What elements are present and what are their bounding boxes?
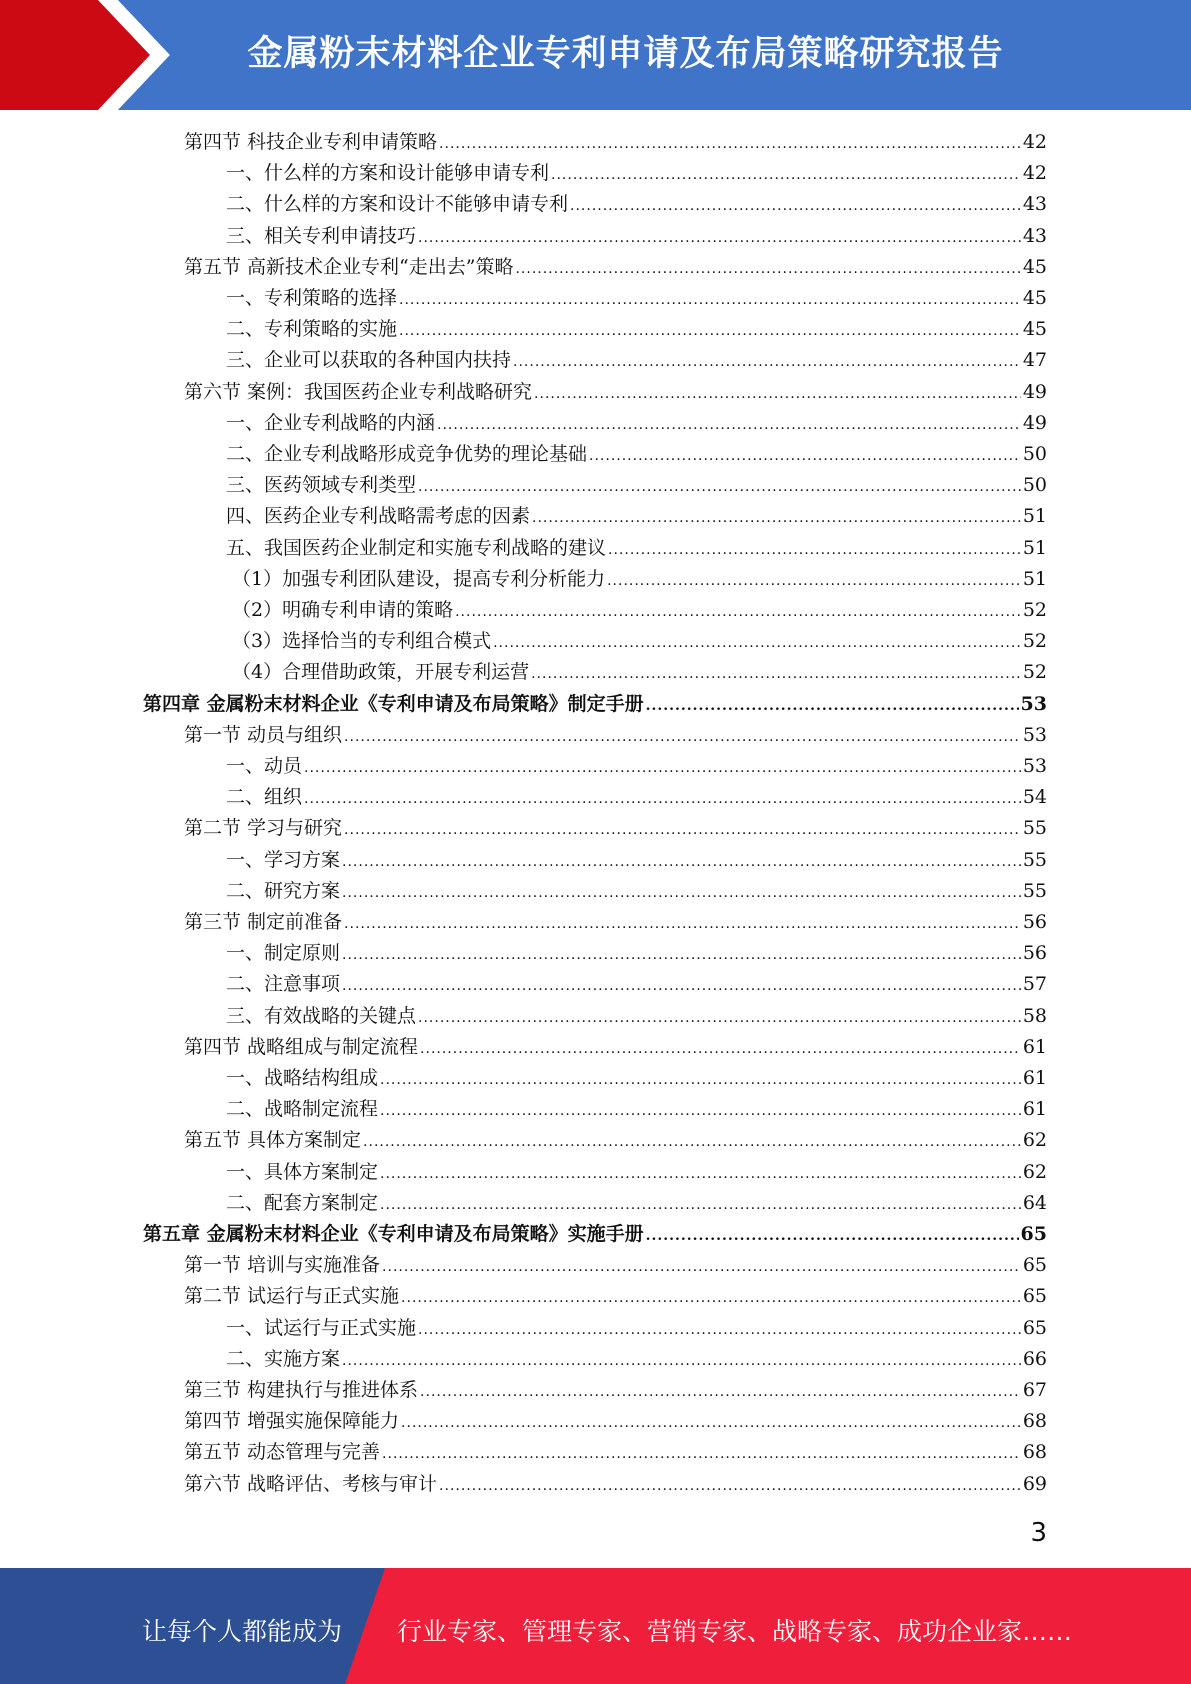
toc-entry[interactable] bbox=[232, 595, 1047, 626]
toc-entry[interactable] bbox=[184, 1406, 1047, 1437]
toc-entry[interactable] bbox=[226, 533, 1047, 564]
toc-entry-label: 一、企业专利战略的内涵 bbox=[226, 411, 436, 434]
toc-entry[interactable] bbox=[226, 1188, 1047, 1219]
toc-leader-dots bbox=[646, 691, 1019, 722]
toc-leader-dots bbox=[342, 971, 1021, 1002]
toc-entry-label: 一、战略结构组成 bbox=[226, 1067, 379, 1089]
toc-leader-dots bbox=[513, 347, 1021, 378]
toc-leader-dots bbox=[439, 1471, 1021, 1502]
toc-entry[interactable] bbox=[226, 751, 1047, 782]
toc-entry-label: 第二节 试运行与正式实施 bbox=[184, 1285, 400, 1308]
report-title: 金属粉末材料企业专利申请及布局策略研究报告 bbox=[247, 34, 1004, 74]
toc-entry[interactable] bbox=[184, 1469, 1047, 1500]
toc-entry[interactable] bbox=[184, 720, 1047, 751]
toc-leader-dots bbox=[342, 847, 1021, 878]
toc-entry-label: 一、制定原则 bbox=[226, 942, 341, 965]
toc-entry-page: 50 bbox=[1022, 443, 1047, 465]
toc-leader-dots bbox=[607, 566, 1021, 597]
toc-leader-dots bbox=[342, 1346, 1021, 1377]
toc-entry-label: 二、组织 bbox=[226, 786, 303, 809]
toc-entry-page: 54 bbox=[1022, 786, 1047, 809]
toc-entry-page: 56 bbox=[1022, 911, 1047, 933]
toc-entry-label: 二、什么样的方案和设计不能够申请专利 bbox=[226, 193, 569, 216]
toc-leader-dots bbox=[382, 1252, 1021, 1283]
toc-entry-label: 二、专利策略的实施 bbox=[226, 318, 398, 341]
toc-entry-label: （4）合理借助政策，开展专利运营 bbox=[232, 661, 530, 684]
toc-entry[interactable] bbox=[184, 1032, 1047, 1063]
toc-entry-page: 53 bbox=[1022, 723, 1047, 746]
toc-entry-label: 第六节 案例：我国医药企业专利战略研究 bbox=[184, 380, 533, 403]
toc-entry-label: 三、有效战略的关键点 bbox=[226, 1004, 417, 1027]
toc-entry-label: 二、企业专利战略形成竞争优势的理论基础 bbox=[226, 443, 588, 465]
toc-entry-label: 一、试运行与正式实施 bbox=[226, 1316, 417, 1339]
toc-entry[interactable] bbox=[232, 657, 1047, 688]
toc-leader-dots bbox=[515, 254, 1020, 285]
toc-leader-dots bbox=[493, 628, 1021, 659]
toc-entry-label: 一、专利策略的选择 bbox=[226, 287, 398, 309]
toc-entry-page: 53 bbox=[1020, 692, 1047, 715]
toc-entry-label: （3）选择恰当的专利组合模式 bbox=[232, 630, 492, 653]
toc-entry-page: 55 bbox=[1022, 848, 1047, 871]
toc-entry-page: 45 bbox=[1022, 255, 1047, 278]
toc-entry-label: 第四章 金属粉末材料企业《专利申请及布局策略》制定手册 bbox=[143, 692, 644, 715]
toc-entry-label: 三、企业可以获取的各种国内扶持 bbox=[226, 349, 512, 372]
toc-leader-dots bbox=[418, 1315, 1021, 1346]
toc-entry-page: 65 bbox=[1020, 1223, 1047, 1245]
toc-entry-label: 二、研究方案 bbox=[226, 879, 341, 902]
toc-entry[interactable] bbox=[226, 1094, 1047, 1125]
toc-entry[interactable] bbox=[226, 845, 1047, 876]
toc-leader-dots bbox=[380, 1065, 1021, 1096]
toc-entry-page: 68 bbox=[1022, 1410, 1047, 1433]
toc-entry-label: 第三节 构建执行与推进体系 bbox=[184, 1379, 419, 1401]
toc-entry-label: 二、注意事项 bbox=[226, 973, 341, 996]
toc-entry-label: 第五节 具体方案制定 bbox=[184, 1129, 362, 1152]
toc-entry-page: 52 bbox=[1022, 599, 1047, 621]
toc-entry[interactable] bbox=[226, 969, 1047, 1000]
toc-entry-page: 61 bbox=[1022, 1035, 1047, 1058]
toc-leader-dots bbox=[439, 129, 1021, 160]
toc-entry-label: 第一节 动员与组织 bbox=[184, 723, 343, 746]
toc-entry[interactable] bbox=[226, 408, 1047, 439]
toc-entry-page: 43 bbox=[1022, 224, 1047, 247]
header-banner bbox=[0, 0, 1191, 110]
toc-leader-dots bbox=[399, 285, 1021, 316]
toc-entry-page: 69 bbox=[1022, 1472, 1047, 1495]
toc-leader-dots bbox=[420, 1377, 1021, 1408]
toc-entry[interactable] bbox=[226, 283, 1047, 314]
page-number: 3 bbox=[1030, 1518, 1047, 1548]
footer-slogan-left: 让每个人都能成为 bbox=[142, 1617, 343, 1646]
toc-entry[interactable] bbox=[226, 876, 1047, 907]
toc-leader-dots bbox=[589, 441, 1021, 472]
toc-entry-page: 51 bbox=[1022, 536, 1047, 559]
toc-entry-label: 第四节 增强实施保障能力 bbox=[184, 1410, 400, 1433]
toc-entry[interactable] bbox=[143, 1219, 1047, 1250]
toc-entry[interactable] bbox=[184, 1281, 1047, 1312]
toc-entry[interactable] bbox=[226, 221, 1047, 252]
toc-leader-dots bbox=[344, 722, 1021, 753]
toc-leader-dots bbox=[363, 1127, 1021, 1158]
toc-entry[interactable] bbox=[184, 252, 1047, 283]
toc-entry-page: 64 bbox=[1022, 1191, 1047, 1214]
toc-entry-label: 四、医药企业专利战略需考虑的因素 bbox=[226, 505, 531, 528]
toc-leader-dots bbox=[418, 1003, 1021, 1034]
toc-entry-label: 三、相关专利申请技巧 bbox=[226, 224, 417, 247]
toc-entry-page: 49 bbox=[1022, 380, 1047, 403]
toc-entry[interactable] bbox=[184, 1375, 1047, 1406]
toc-entry[interactable] bbox=[226, 501, 1047, 532]
toc-entry-label: 一、什么样的方案和设计能够申请专利 bbox=[226, 162, 550, 185]
toc-leader-dots bbox=[420, 1034, 1021, 1065]
footer-banner bbox=[0, 1568, 1191, 1684]
toc-entry-page: 56 bbox=[1022, 942, 1047, 965]
toc-entry-page: 51 bbox=[1022, 505, 1047, 528]
toc-leader-dots bbox=[382, 1439, 1021, 1470]
toc-leader-dots bbox=[380, 1190, 1021, 1221]
toc-leader-dots bbox=[380, 1096, 1021, 1127]
toc-leader-dots bbox=[608, 535, 1021, 566]
toc-entry-label: 第四节 科技企业专利申请策略 bbox=[184, 131, 438, 153]
toc-entry[interactable] bbox=[184, 377, 1047, 408]
toc-entry-page: 42 bbox=[1022, 131, 1047, 153]
toc-entry-page: 65 bbox=[1022, 1316, 1047, 1339]
toc-entry[interactable] bbox=[143, 689, 1047, 720]
toc-entry[interactable] bbox=[226, 189, 1047, 220]
toc-leader-dots bbox=[551, 160, 1021, 191]
toc-entry-label: 二、实施方案 bbox=[226, 1347, 341, 1370]
toc-leader-dots bbox=[531, 659, 1021, 690]
toc-entry-page: 45 bbox=[1022, 318, 1047, 341]
toc-entry-page: 62 bbox=[1022, 1129, 1047, 1152]
toc-entry[interactable] bbox=[184, 1437, 1047, 1468]
toc-leader-dots bbox=[342, 940, 1021, 971]
toc-leader-dots bbox=[401, 1408, 1021, 1439]
toc-entry-page: 43 bbox=[1022, 193, 1047, 216]
toc-entry[interactable] bbox=[184, 1250, 1047, 1281]
toc-entry[interactable] bbox=[226, 1157, 1047, 1188]
toc-entry-page: 65 bbox=[1022, 1285, 1047, 1308]
toc-leader-dots bbox=[534, 379, 1021, 410]
toc-leader-dots bbox=[418, 472, 1021, 503]
toc-entry[interactable] bbox=[226, 314, 1047, 345]
toc-entry-page: 65 bbox=[1022, 1254, 1047, 1277]
toc-entry-label: 第五章 金属粉末材料企业《专利申请及布局策略》实施手册 bbox=[143, 1223, 644, 1245]
footer-slogan-right: 行业专家、管理专家、营销专家、战略专家、成功企业家…… bbox=[397, 1617, 1073, 1646]
toc-entry[interactable] bbox=[226, 470, 1047, 501]
toc-entry-label: 第六节 战略评估、考核与审计 bbox=[184, 1472, 438, 1495]
toc-entry-page: 62 bbox=[1022, 1160, 1047, 1183]
toc-entry-page: 49 bbox=[1022, 411, 1047, 434]
toc-leader-dots bbox=[344, 909, 1021, 940]
toc-entry[interactable] bbox=[184, 127, 1047, 158]
toc-entry-page: 58 bbox=[1022, 1004, 1047, 1027]
toc-leader-dots bbox=[455, 597, 1021, 628]
toc-entry[interactable] bbox=[226, 782, 1047, 813]
toc-leader-dots bbox=[570, 191, 1021, 222]
toc-entry-page: 68 bbox=[1022, 1441, 1047, 1464]
toc-entry[interactable] bbox=[232, 564, 1047, 595]
toc-entry-page: 61 bbox=[1022, 1067, 1047, 1089]
toc-entry[interactable] bbox=[184, 1125, 1047, 1156]
toc-leader-dots bbox=[304, 753, 1021, 784]
toc-entry[interactable] bbox=[226, 1001, 1047, 1032]
toc-entry-page: 55 bbox=[1022, 879, 1047, 902]
toc-entry[interactable] bbox=[226, 345, 1047, 376]
toc-entry-label: 五、我国医药企业制定和实施专利战略的建议 bbox=[226, 536, 607, 559]
toc-entry-label: 第五节 高新技术企业专利“走出去”策略 bbox=[184, 255, 514, 278]
toc-entry-page: 50 bbox=[1022, 474, 1047, 497]
toc-entry[interactable] bbox=[184, 813, 1047, 844]
toc-leader-dots bbox=[401, 1283, 1021, 1314]
toc-entry-label: 二、战略制定流程 bbox=[226, 1098, 379, 1121]
toc-entry-page: 57 bbox=[1022, 973, 1047, 996]
toc-entry[interactable] bbox=[226, 938, 1047, 969]
toc-entry-page: 52 bbox=[1022, 661, 1047, 684]
toc-entry-page: 53 bbox=[1022, 755, 1047, 777]
toc-entry[interactable] bbox=[226, 1313, 1047, 1344]
toc-entry-page: 61 bbox=[1022, 1098, 1047, 1121]
toc-entry-page: 66 bbox=[1022, 1347, 1047, 1370]
toc-entry[interactable] bbox=[226, 158, 1047, 189]
toc-leader-dots bbox=[437, 410, 1021, 441]
toc-entry-label: 第三节 制定前准备 bbox=[184, 911, 343, 933]
toc-entry-page: 45 bbox=[1022, 287, 1047, 309]
toc-leader-dots bbox=[304, 784, 1021, 815]
toc-entry[interactable] bbox=[226, 1344, 1047, 1375]
toc-entry[interactable] bbox=[184, 907, 1047, 938]
toc-entry-page: 51 bbox=[1022, 567, 1047, 590]
toc-entry-page: 52 bbox=[1022, 630, 1047, 653]
toc-entry-page: 47 bbox=[1022, 349, 1047, 372]
toc-entry-label: 一、具体方案制定 bbox=[226, 1160, 379, 1183]
toc-leader-dots bbox=[380, 1159, 1021, 1190]
toc-entry[interactable] bbox=[226, 1063, 1047, 1094]
toc-entry[interactable] bbox=[232, 626, 1047, 657]
toc-leader-dots bbox=[532, 503, 1021, 534]
toc-leader-dots bbox=[418, 223, 1021, 254]
toc-entry-label: 二、配套方案制定 bbox=[226, 1191, 379, 1214]
toc-entry-label: 第四节 战略组成与制定流程 bbox=[184, 1035, 419, 1058]
toc-entry-label: （2）明确专利申请的策略 bbox=[232, 599, 454, 621]
toc-leader-dots bbox=[399, 316, 1021, 347]
toc-entry-page: 55 bbox=[1022, 817, 1047, 840]
toc-entry-label: 三、医药领域专利类型 bbox=[226, 474, 417, 497]
toc-entry-label: 第五节 动态管理与完善 bbox=[184, 1441, 381, 1464]
toc-entry-label: 一、学习方案 bbox=[226, 848, 341, 871]
toc-entry-page: 42 bbox=[1022, 162, 1047, 185]
toc-entry[interactable] bbox=[226, 439, 1047, 470]
toc-entry-label: 一、动员 bbox=[226, 755, 303, 777]
toc-leader-dots bbox=[646, 1221, 1019, 1252]
toc-leader-dots bbox=[344, 815, 1021, 846]
toc-entry-label: 第一节 培训与实施准备 bbox=[184, 1254, 381, 1277]
toc-entry-label: （1）加强专利团队建设，提高专利分析能力 bbox=[232, 567, 606, 590]
toc-entry-label: 第二节 学习与研究 bbox=[184, 817, 343, 840]
toc-entry-page: 67 bbox=[1022, 1379, 1047, 1401]
toc-leader-dots bbox=[342, 878, 1021, 909]
